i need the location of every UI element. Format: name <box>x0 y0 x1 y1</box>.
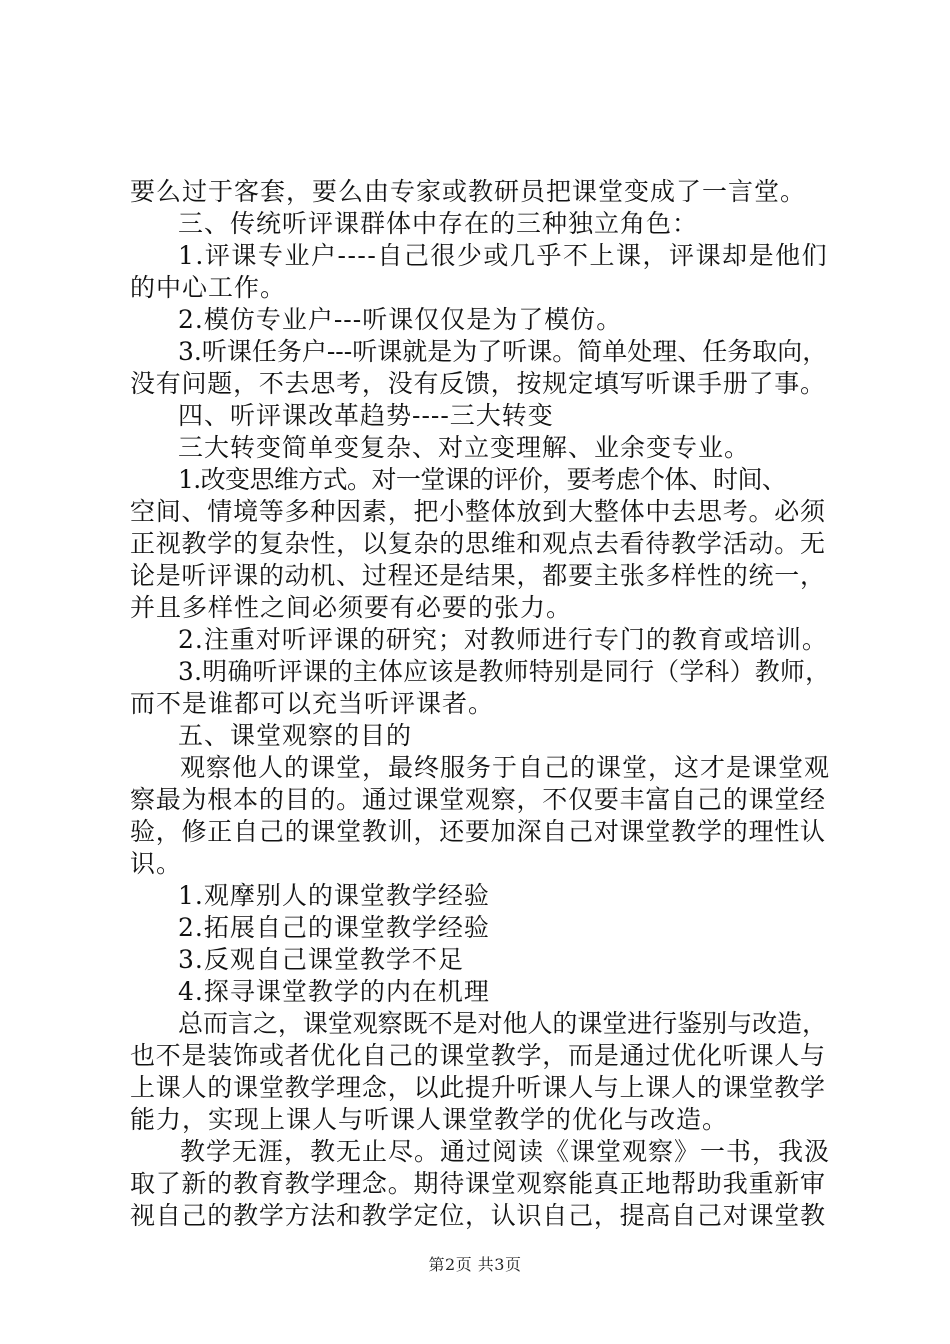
text-line: 察最为根本的目的。通过课堂观察，不仅要丰富自己的课堂经 <box>130 785 826 814</box>
text-line: 三大转变简单变复杂、对立变理解、业余变专业。 <box>178 433 751 462</box>
text-line: 总而言之，课堂观察既不是对他人的课堂进行鉴别与改造， <box>178 1009 827 1038</box>
text-line: 没有问题，不去思考，没有反馈，按规定填写听课手册了事。 <box>130 369 826 398</box>
text-line: 空间、情境等多种因素，把小整体放到大整体中去思考。必须 <box>130 497 826 526</box>
text-line: 上课人的课堂教学理念，以此提升听课人与上课人的课堂教学 <box>130 1073 826 1102</box>
text-line: 观察他人的课堂，最终服务于自己的课堂，这才是课堂观 <box>180 753 831 782</box>
text-line: 要么过于客套，要么由专家或教研员把课堂变成了一言堂。 <box>130 177 807 206</box>
text-line: 3.明确听评课的主体应该是教师特别是同行（学科）教师， <box>178 657 831 686</box>
text-line: 识。 <box>130 849 183 878</box>
text-line: 1.观摩别人的课堂教学经验 <box>178 881 490 910</box>
text-line: 也不是装饰或者优化自己的课堂教学，而是通过优化听课人与 <box>130 1041 826 1070</box>
text-line: 而不是谁都可以充当听评课者。 <box>130 689 495 718</box>
text-line: 正视教学的复杂性，以复杂的思维和观点去看待教学活动。无 <box>130 529 826 558</box>
text-line: 教学无涯，教无止尽。通过阅读《课堂观察》一书，我汲 <box>180 1137 831 1166</box>
text-line: 2.拓展自己的课堂教学经验 <box>178 913 490 942</box>
text-line: 3.听课任务户---听课就是为了听课。简单处理、任务取向， <box>178 337 828 366</box>
text-line: 1.改变思维方式。对一堂课的评价，要考虑个体、时间、 <box>178 465 787 494</box>
text-line: 三、传统听评课群体中存在的三种独立角色： <box>178 209 699 238</box>
text-line: 2.注重对听评课的研究；对教师进行专门的教育或培训。 <box>178 625 828 654</box>
text-line: 五、课堂观察的目的 <box>178 721 413 750</box>
text-line: 验，修正自己的课堂教训，还要加深自己对课堂教学的理性认 <box>130 817 826 846</box>
text-line: 能力，实现上课人与听课人课堂教学的优化与改造。 <box>130 1105 729 1134</box>
page-footer: 第2页 共3页 <box>428 1255 522 1274</box>
text-line: 4.探寻课堂教学的内在机理 <box>178 977 490 1006</box>
text-line: 1.评课专业户----自己很少或几乎不上课，评课却是他们 <box>178 241 829 270</box>
text-line: 取了新的教育教学理念。期待课堂观察能真正地帮助我重新审 <box>130 1169 826 1198</box>
text-line: 四、听评课改革趋势----三大转变 <box>178 401 554 430</box>
text-line: 2.模仿专业户---听课仅仅是为了模仿。 <box>178 305 623 334</box>
text-line: 3.反观自己课堂教学不足 <box>178 945 464 974</box>
text-line: 视自己的教学方法和教学定位，认识自己，提高自己对课堂教 <box>130 1201 826 1230</box>
text-line: 并且多样性之间必须要有必要的张力。 <box>130 593 573 622</box>
text-line: 论是听评课的动机、过程还是结果，都要主张多样性的统一， <box>130 561 826 590</box>
text-line: 的中心工作。 <box>130 273 287 302</box>
